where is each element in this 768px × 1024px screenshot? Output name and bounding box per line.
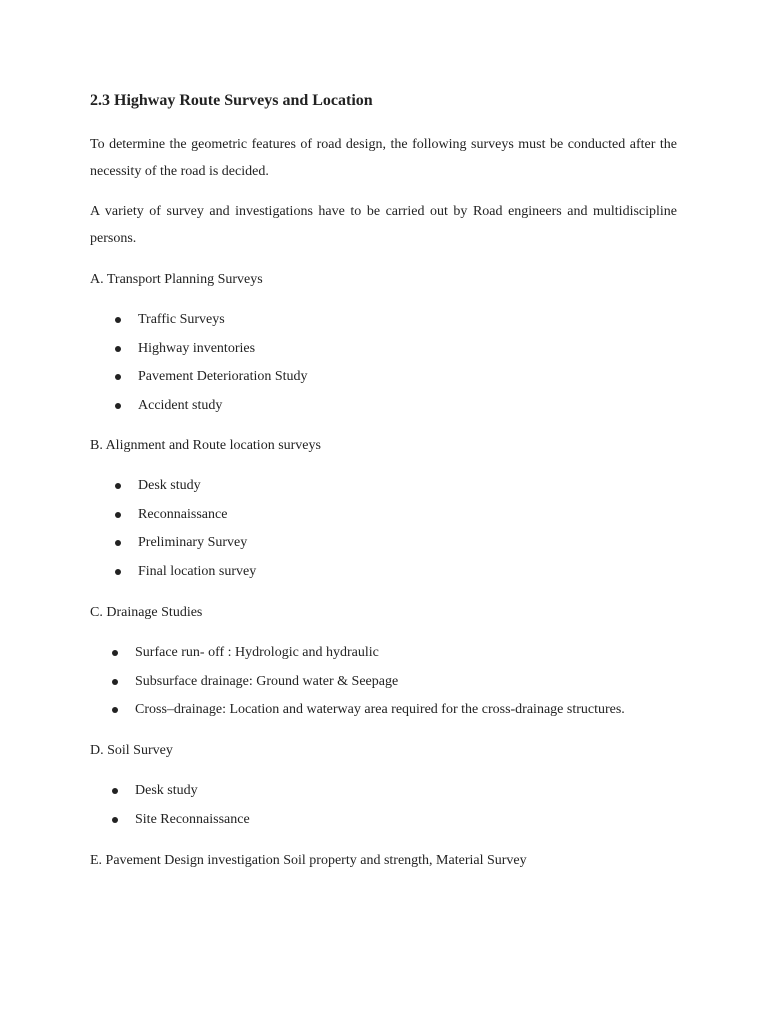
list-item xyxy=(135,643,625,672)
list-item xyxy=(138,533,256,562)
bullet-icon xyxy=(115,483,121,489)
list-item-text: Traffic Surveys xyxy=(138,312,225,327)
section-heading: 2.3 Highway Route Surveys and Location xyxy=(90,92,373,109)
bullet-icon xyxy=(112,788,118,794)
variety-paragraph: A variety of survey and investigations have to be carried out by Road engineers and multidiscipline persons. xyxy=(90,204,677,246)
section-b-label: B. Alignment and Route location surveys xyxy=(90,438,321,453)
bullet-icon xyxy=(115,540,121,546)
list-item-text: Pavement Deterioration Study xyxy=(138,369,308,385)
bullet-icon xyxy=(112,707,118,713)
section-e-label: E. Pavement Design investigation Soil property and strength, Material Survey xyxy=(90,853,527,868)
list-item xyxy=(138,562,256,591)
bullet-icon xyxy=(112,650,118,656)
list-item-text: Final location survey xyxy=(138,564,257,580)
section-a-label: A. Transport Planning Surveys xyxy=(90,272,263,287)
bullet-icon xyxy=(115,346,121,352)
list-item xyxy=(138,339,308,368)
list-item-text: Subsurface drainage: Ground water & Seepage xyxy=(135,673,399,689)
list-item xyxy=(138,310,308,339)
list-item-text: Cross–drainage: Location and waterway area required for the cross-drainage structures. xyxy=(135,702,625,718)
list-item xyxy=(138,476,256,505)
bullet-icon xyxy=(112,679,118,685)
intro-paragraph: To determine the geometric features of road design, the following surveys must be conducted after the necessity of the road is decided. xyxy=(90,137,677,179)
section-c-label: C. Drainage Studies xyxy=(90,605,203,620)
list-item-text: Accident study xyxy=(138,398,223,414)
list-item-text: Surface run- off : Hydrologic and hydraulic xyxy=(135,645,379,660)
section-d-label: D. Soil Survey xyxy=(90,743,173,758)
section-b-list xyxy=(138,476,256,591)
list-item xyxy=(135,810,250,839)
bullet-icon xyxy=(115,374,121,380)
list-item-text: Highway inventories xyxy=(138,340,256,356)
list-item-text: Desk study xyxy=(138,478,201,493)
list-item xyxy=(135,672,625,701)
list-item xyxy=(138,505,256,534)
list-item-text: Preliminary Survey xyxy=(138,535,248,551)
section-c-list xyxy=(135,643,625,729)
list-item-text: Reconnaissance xyxy=(138,506,228,522)
bullet-icon xyxy=(115,512,121,518)
bullet-icon xyxy=(115,403,121,409)
list-item-text: Site Reconnaissance xyxy=(135,811,250,827)
bullet-icon xyxy=(112,817,118,823)
section-d-list xyxy=(135,781,250,838)
list-item-text: Desk study xyxy=(135,783,198,798)
list-item xyxy=(135,700,625,729)
section-a-list xyxy=(138,310,308,425)
list-item xyxy=(135,781,250,810)
bullet-icon xyxy=(115,317,121,323)
bullet-icon xyxy=(115,569,121,575)
list-item xyxy=(138,396,308,425)
list-item xyxy=(138,367,308,396)
